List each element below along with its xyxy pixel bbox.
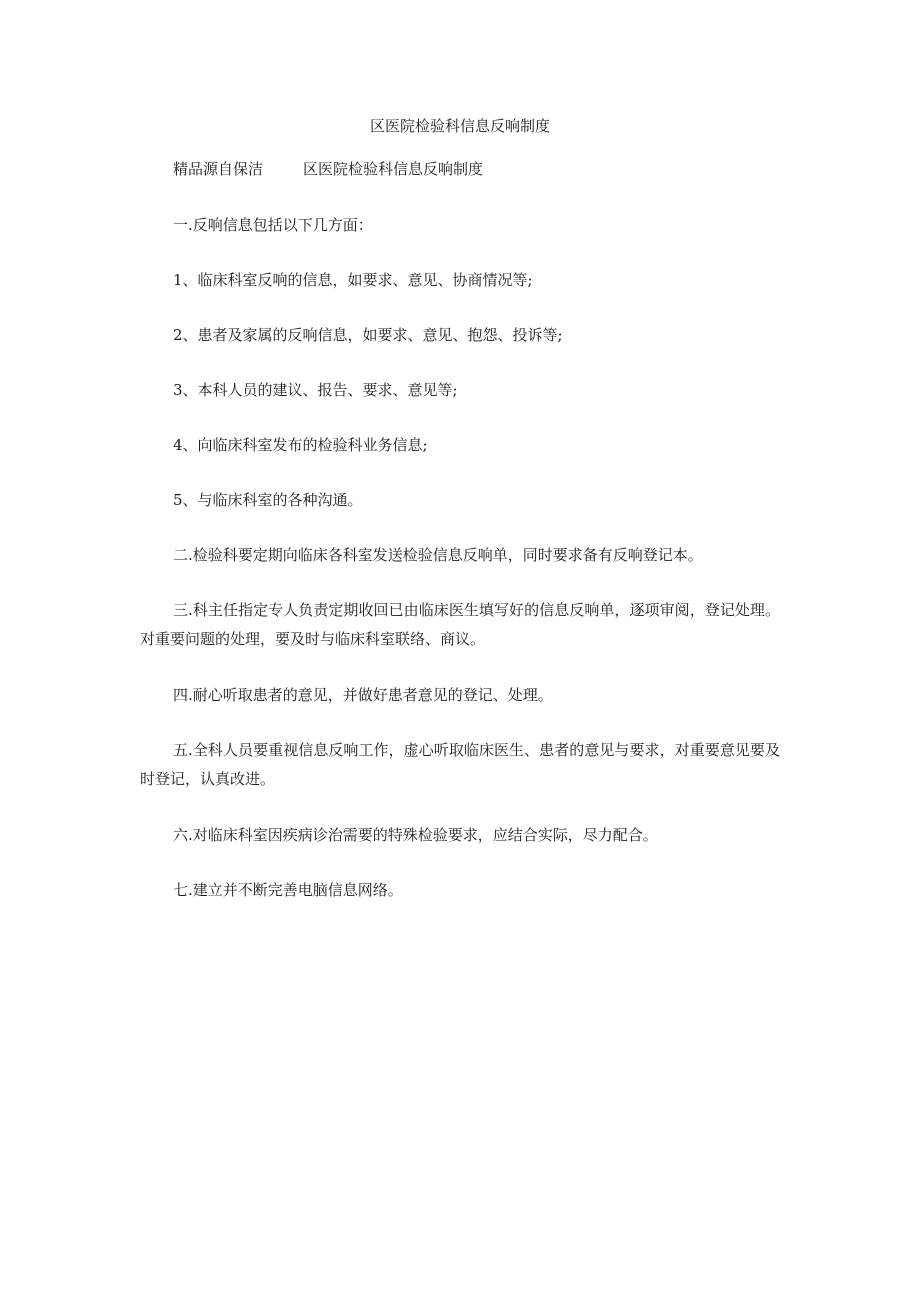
source-title: 区医院检验科信息反响制度 [303,160,484,178]
document-title: 区医院检验科信息反响制度 [369,117,550,135]
list-item: 3、本科人员的建议、报告、要求、意见等; [173,381,458,399]
section-paragraph: 七.建立并不断完善电脑信息网络。 [173,881,403,899]
section-paragraph: 三.科主任指定专人负责定期收回已由临床医生填写好的信息反响单，逐项审阅，登记处理。对重要问题的处理，要及时与临床科室联络、商议。 [140,601,780,648]
section-intro: 一.反响信息包括以下几方面： [173,216,373,234]
list-item: 2、患者及家属的反响信息，如要求、意见、抱怨、投诉等; [173,326,563,344]
list-item: 4、向临床科室发布的检验科业务信息; [173,436,428,454]
list-item: 5、与临床科室的各种沟通。 [173,491,363,509]
section-paragraph: 六.对临床科室因疾病诊治需要的特殊检验要求，应结合实际，尽力配合。 [173,826,658,844]
section-paragraph: 二.检验科要定期向临床各科室发送检验信息反响单，同时要求备有反响登记本。 [173,546,703,564]
section-paragraph: 四.耐心听取患者的意见，并做好患者意见的登记、处理。 [173,686,553,704]
source-label: 精品源自保洁 [173,160,264,178]
section-paragraph: 五.全科人员要重视信息反响工作，虚心听取临床医生、患者的意见与要求，对重要意见要及时登记，认真改进。 [140,741,780,788]
list-item: 1、临床科室反响的信息，如要求、意见、协商情况等; [173,271,533,289]
